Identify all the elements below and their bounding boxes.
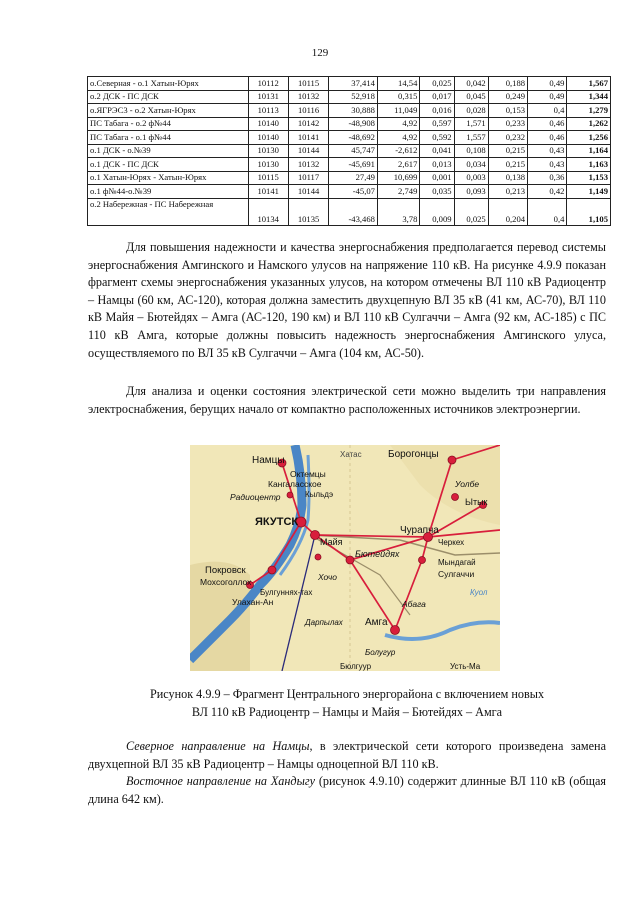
label-myndagai: Мындагай	[438, 558, 476, 567]
table-cell-name: ПС Табага - о.2 ф№44	[88, 117, 249, 131]
table-cell-c6: 0,4	[528, 198, 567, 225]
table-cell-name: о.1 ф№44-о.№39	[88, 185, 249, 199]
east-direction-heading: Восточное направление на Хандыгу	[126, 774, 316, 788]
table-cell-c6: 0,43	[528, 144, 567, 158]
table-cell-c2: 11,049	[377, 104, 419, 118]
table-cell-c5: 0,138	[488, 171, 527, 185]
table-row	[88, 185, 611, 199]
table-cell-c4: 0,045	[454, 90, 488, 104]
table-cell-c3: 0,025	[420, 77, 454, 91]
table-cell-b: 10144	[288, 185, 328, 199]
table-cell-c6: 0,42	[528, 185, 567, 199]
table-cell-c5: 0,188	[488, 77, 527, 91]
north-direction-heading: Северное направление на Намцы	[126, 739, 310, 753]
label-namcy: Намцы	[252, 455, 285, 466]
table-cell-c5: 0,213	[488, 185, 527, 199]
table-cell-c4: 1,571	[454, 117, 488, 131]
paragraph-north-direction	[88, 738, 606, 773]
table-cell-name: о.1 ДСК - о.№39	[88, 144, 249, 158]
table-cell-c3: 0,017	[420, 90, 454, 104]
substation-olda	[452, 494, 459, 501]
table-cell-c3: 0,592	[420, 131, 454, 145]
table-cell-c4: 0,025	[454, 198, 488, 225]
table-cell-a: 10113	[248, 104, 288, 118]
table-cell-c3: 0,597	[420, 117, 454, 131]
table-cell-a: 10130	[248, 158, 288, 172]
label-khocho: Хочо	[318, 572, 337, 582]
table-cell-name: о.2 ДСК - ПС ДСК	[88, 90, 249, 104]
table-cell-name: ПС Табага - о.1 ф№44	[88, 131, 249, 145]
table-cell-c1: 52,918	[329, 90, 378, 104]
table-cell-name: о.ЯГРЭС3 - о.2 Хатын-Юрях	[88, 104, 249, 118]
table-cell-a: 10141	[248, 185, 288, 199]
substation-amga	[391, 626, 400, 635]
substation-sulgachchi	[419, 557, 426, 564]
table-cell-c6: 0,46	[528, 117, 567, 131]
table-cell-c2: 2,617	[377, 158, 419, 172]
label-kyol: Куол	[470, 588, 488, 597]
north-direction-text: , в электрической сети которого произведена замена двухцепной ВЛ 35 кВ Радиоцентр – Намцы одноцепной ВЛ 110 кВ.	[88, 739, 606, 771]
label-bulgur: Бюлгуур	[340, 662, 372, 671]
table-cell-c2: -2,612	[377, 144, 419, 158]
table-cell-a: 10140	[248, 117, 288, 131]
table-cell-a: 10140	[248, 131, 288, 145]
table-cell-c6: 0,46	[528, 131, 567, 145]
table-row	[88, 90, 611, 104]
table-row	[88, 171, 611, 185]
label-radiocentr: Радиоцентр	[230, 492, 281, 502]
table-cell-c2: 14,54	[377, 77, 419, 91]
table-row	[88, 131, 611, 145]
table-cell-c1: 37,414	[329, 77, 378, 91]
table-cell-c5: 0,215	[488, 158, 527, 172]
substation-radiocentr	[287, 492, 293, 498]
label-byuteydyakh: Бютейдях	[355, 549, 400, 559]
table-cell-c2: 0,315	[377, 90, 419, 104]
table-cell-c2: 4,92	[377, 131, 419, 145]
label-khatas: Хатас	[340, 450, 362, 459]
substation-khocho	[315, 554, 321, 560]
table-cell-c7: 1,279	[567, 104, 611, 118]
figure-caption-line1: Рисунок 4.9.9 – Фрагмент Центрального энергорайона с включением новых	[149, 687, 545, 701]
table-cell-a: 10115	[248, 171, 288, 185]
substation-pokrovsk	[268, 566, 276, 574]
table-cell-c7: 1,149	[567, 185, 611, 199]
label-borogontsy: Борогонцы	[388, 449, 439, 460]
table-row	[88, 198, 611, 225]
table-cell-c3: 0,001	[420, 171, 454, 185]
table-cell-c1: -48,908	[329, 117, 378, 131]
label-churapcha: Чурапча	[400, 525, 439, 536]
table-cell-a: 10130	[248, 144, 288, 158]
table-cell-c4: 0,093	[454, 185, 488, 199]
table-cell-name: о.1 Хатын-Юрях - Хатын-Юрях	[88, 171, 249, 185]
table-cell-c7: 1,164	[567, 144, 611, 158]
table-cell-c7: 1,344	[567, 90, 611, 104]
table-cell-c3: 0,041	[420, 144, 454, 158]
table-cell-b: 10132	[288, 90, 328, 104]
label-olda: Уолбе	[455, 479, 480, 489]
table-cell-c1: -45,07	[329, 185, 378, 199]
label-kyld: Кыльдэ	[305, 490, 334, 499]
line-loading-table	[87, 76, 611, 226]
east-direction-text: (рисунок 4.9.10) содержит длинные ВЛ 110 кВ (общая длина 642 км).	[88, 774, 606, 806]
label-kangalasskoe: Кангаласское	[268, 479, 322, 489]
table-cell-c4: 0,034	[454, 158, 488, 172]
table-cell-name: о.2 Набережная - ПС Набережная	[88, 198, 249, 225]
label-ytyk: Ытык	[465, 497, 488, 507]
table-cell-b: 10144	[288, 144, 328, 158]
table-cell-c3: 0,035	[420, 185, 454, 199]
label-amga: Амга	[365, 617, 388, 628]
table-cell-c2: 2,749	[377, 185, 419, 199]
page-number: 129	[311, 47, 329, 59]
table-cell-b: 10132	[288, 158, 328, 172]
table-cell-c5: 0,232	[488, 131, 527, 145]
table-cell-c5: 0,249	[488, 90, 527, 104]
table-cell-c4: 0,003	[454, 171, 488, 185]
table-row	[88, 158, 611, 172]
table-cell-c4: 0,042	[454, 77, 488, 91]
table-cell-a: 10112	[248, 77, 288, 91]
table-cell-c6: 0,49	[528, 90, 567, 104]
label-pokrovsk: Покровск	[205, 565, 246, 576]
label-sulgachchi: Сулгаччи	[438, 569, 475, 579]
table-cell-c3: 0,009	[420, 198, 454, 225]
paragraph-three-directions: Для анализа и оценки состояния электрической сети можно выделить три направления электроснабжения, берущих начало от компактно расположенных источников электроэнергии.	[88, 384, 606, 416]
table-cell-c4: 0,028	[454, 104, 488, 118]
table-cell-a: 10131	[248, 90, 288, 104]
table-cell-c5: 0,215	[488, 144, 527, 158]
table-cell-c1: -43,468	[329, 198, 378, 225]
table-cell-c1: 30,888	[329, 104, 378, 118]
substation-byuteydyakh	[346, 556, 354, 564]
figure-caption-line2: ВЛ 110 кВ Радиоцентр – Намцы и Майя – Бютейдях – Амга	[191, 705, 503, 719]
table-cell-c7: 1,567	[567, 77, 611, 91]
table-cell-b: 10135	[288, 198, 328, 225]
label-cherkekh: Черкех	[438, 538, 465, 547]
table-cell-b: 10141	[288, 131, 328, 145]
table-row	[88, 104, 611, 118]
paragraph-east-direction	[88, 773, 606, 808]
label-darpilakh: Дарпылах	[305, 618, 343, 627]
table-cell-c4: 1,557	[454, 131, 488, 145]
label-mokhsogollokh: Мохсоголлох	[200, 577, 252, 587]
table-cell-c4: 0,108	[454, 144, 488, 158]
table-cell-c7: 1,105	[567, 198, 611, 225]
table-cell-name: о.1 ДСК - ПС ДСК	[88, 158, 249, 172]
table-cell-c6: 0,36	[528, 171, 567, 185]
table-cell-c6: 0,43	[528, 158, 567, 172]
table-cell-b: 10115	[288, 77, 328, 91]
table-cell-a: 10134	[248, 198, 288, 225]
table-cell-name: о.Северная - о.1 Хатын-Юрях	[88, 77, 249, 91]
table-cell-c1: 45,747	[329, 144, 378, 158]
label-maya: Майя	[320, 537, 343, 547]
label-oktemtsy: Октемцы	[290, 469, 326, 479]
label-bulgunnyakhtakh: Булгуннях-тах	[260, 588, 313, 597]
table-row	[88, 77, 611, 91]
table-cell-c2: 3,78	[377, 198, 419, 225]
label-bolugur: Болугур	[365, 648, 396, 657]
table-cell-c7: 1,163	[567, 158, 611, 172]
label-yakutsk: ЯКУТСК	[255, 516, 299, 528]
table-cell-c2: 4,92	[377, 117, 419, 131]
table-cell-c1: -45,691	[329, 158, 378, 172]
table-cell-c5: 0,233	[488, 117, 527, 131]
substation-borogontsy	[448, 456, 456, 464]
table-cell-c6: 0,49	[528, 77, 567, 91]
table-cell-c3: 0,016	[420, 104, 454, 118]
table-cell-c2: 10,699	[377, 171, 419, 185]
table-cell-c6: 0,4	[528, 104, 567, 118]
table-cell-b: 10117	[288, 171, 328, 185]
label-ust-maya: Усть-Ма	[450, 662, 481, 671]
table-row	[88, 144, 611, 158]
table-cell-c1: -48,692	[329, 131, 378, 145]
table-cell-c7: 1,262	[567, 117, 611, 131]
table-cell-c7: 1,153	[567, 171, 611, 185]
table-row	[88, 117, 611, 131]
table-cell-c1: 27,49	[329, 171, 378, 185]
energy-district-map	[190, 445, 500, 671]
table-cell-c3: 0,013	[420, 158, 454, 172]
table-cell-c5: 0,153	[488, 104, 527, 118]
table-cell-c7: 1,256	[567, 131, 611, 145]
substation-maya	[311, 531, 320, 540]
table-cell-b: 10116	[288, 104, 328, 118]
paragraph-voltage-upgrade: Для повышения надежности и качества энергоснабжения предполагается перевод системы энергоснабжения Амгинского и Намского улусов на напряжение 110 кВ. На рисунке 4.9.9 показан фрагмент схемы энергоснабжения указанных улусов, на котором отмечены ВЛ 110 кВ Радиоцентр – Намцы (60 км, АС-120), которая должна заместить двухцепную ВЛ 35 кВ (41 км, АС-70), ВЛ 110 кВ Майя – Бютейдях – Амга (АС-120, 190 км) и ВЛ 110 кВ Сулгаччи – Амга (92 км, АС-185) с ПС 110 кВ Амга, которые должны повысить надежность энергоснабжения Амгинского улуса, осуществляемого по ВЛ 35 кВ Сулгаччи – Амга (104 км, АС-50).	[88, 240, 606, 360]
table-cell-b: 10142	[288, 117, 328, 131]
label-ulakhan-an: Улахан-Ан	[232, 597, 274, 607]
label-abaga: Абага	[402, 599, 426, 609]
table-cell-c5: 0,204	[488, 198, 527, 225]
